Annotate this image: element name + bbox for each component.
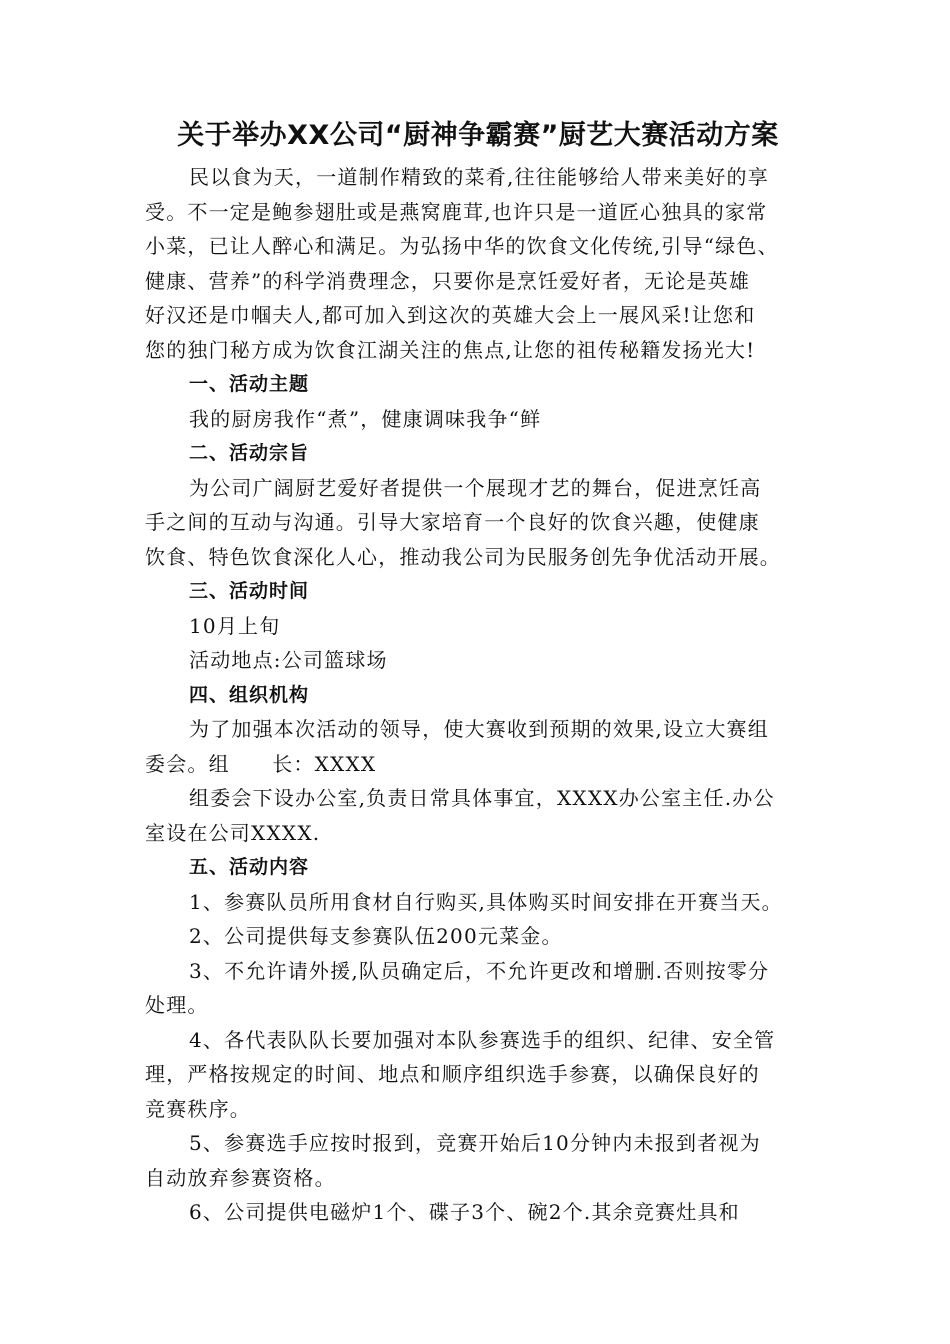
organization-line: 为了加强本次活动的领导，使大赛收到预期的效果,设立大赛组 (189, 717, 769, 741)
event-location: 活动地点:公司篮球场 (189, 648, 388, 672)
content-line: 4、各代表队队长要加强对本队参赛选手的组织、纪律、安全管 (189, 1027, 776, 1052)
content-line: 理，严格按规定的时间、地点和顺序组织选手参赛，以确保良好的 (145, 1062, 760, 1086)
content-item-3 (145, 954, 810, 1023)
intro-line: 健康、营养”的科学消费理念，只要你是烹饪爱好者，无论是英雄 (145, 268, 751, 293)
intro-line: 受。不一定是鲍参翅肚或是燕窝鹿茸,也许只是一道匠心独具的家常 (145, 199, 768, 224)
organization-paragraph (145, 712, 810, 781)
purpose-line: 饮食、特色饮食深化人心，推动我公司为民服务创先争优活动开展。 (145, 544, 781, 569)
content-line: 3、不允许请外援,队员确定后，不允许更改和增删.否则按零分 (189, 958, 770, 983)
office-line: 室设在公司XXXX. (145, 820, 321, 845)
theme-text: 我的厨房我作“煮”，健康调味我争“鲜 (189, 406, 542, 431)
office-line: 组委会下设办公室,负责日常具体事宜，XXXX办公室主任.办公 (189, 786, 775, 810)
content-item-5 (145, 1126, 810, 1195)
content-line: 竞赛秩序。 (145, 1096, 251, 1121)
purpose-line: 为公司广阔厨艺爱好者提供一个展现才艺的舞台，促进烹饪高 (189, 475, 762, 500)
document-page (145, 116, 810, 1230)
intro-line: 您的独门秘方成为饮食江湖关注的焦点,让您的祖传秘籍发扬光大! (145, 337, 756, 362)
content-item-4 (145, 1023, 810, 1127)
content-line: 6、公司提供电磁炉1个、碟子3个、碗2个.其余竞赛灶具和 (189, 1200, 740, 1224)
content-line: 处理。 (145, 993, 209, 1017)
content-line: 自动放弃参赛资格。 (145, 1165, 336, 1190)
event-time: 10月上旬 (189, 613, 281, 638)
intro-line: 小菜，已让人醉心和满足。为弘扬中华的饮食文化传统,引导“绿色、 (145, 234, 779, 258)
content-item-2 (145, 919, 810, 954)
content-line: 5、参赛选手应按时报到，竞赛开始后10分钟内未报到者视为 (189, 1131, 761, 1155)
section-heading-purpose: 二、活动宗旨 (189, 442, 310, 464)
purpose-paragraph (145, 471, 810, 575)
organization-line: 委会。组 长：XXXX (145, 751, 377, 776)
content-line: 2、公司提供每支参赛队伍200元菜金。 (189, 924, 563, 948)
intro-paragraph (145, 160, 810, 367)
content-line: 1、参赛队员所用食材自行购买,具体购买时间安排在开赛当天。 (189, 889, 783, 914)
purpose-line: 手之间的互动与沟通。引导大家培育一个良好的饮食兴趣，使健康 (145, 510, 760, 534)
intro-line: 好汉还是巾帼夫人,都可加入到这次的英雄大会上一展风采!让您和 (145, 303, 756, 327)
section-heading-theme: 一、活动主题 (189, 373, 310, 395)
document-title: 关于举办XX公司“厨神争霸赛”厨艺大赛活动方案 (177, 120, 779, 151)
intro-line: 民以食为天，一道制作精致的菜肴,往往能够给人带来美好的享 (189, 165, 769, 189)
office-paragraph (145, 781, 810, 850)
section-heading-organization: 四、组织机构 (189, 683, 310, 706)
content-item-1 (145, 885, 810, 920)
content-item-6 (145, 1195, 810, 1230)
section-heading-time: 三、活动时间 (189, 580, 310, 602)
section-heading-content: 五、活动内容 (189, 856, 310, 878)
